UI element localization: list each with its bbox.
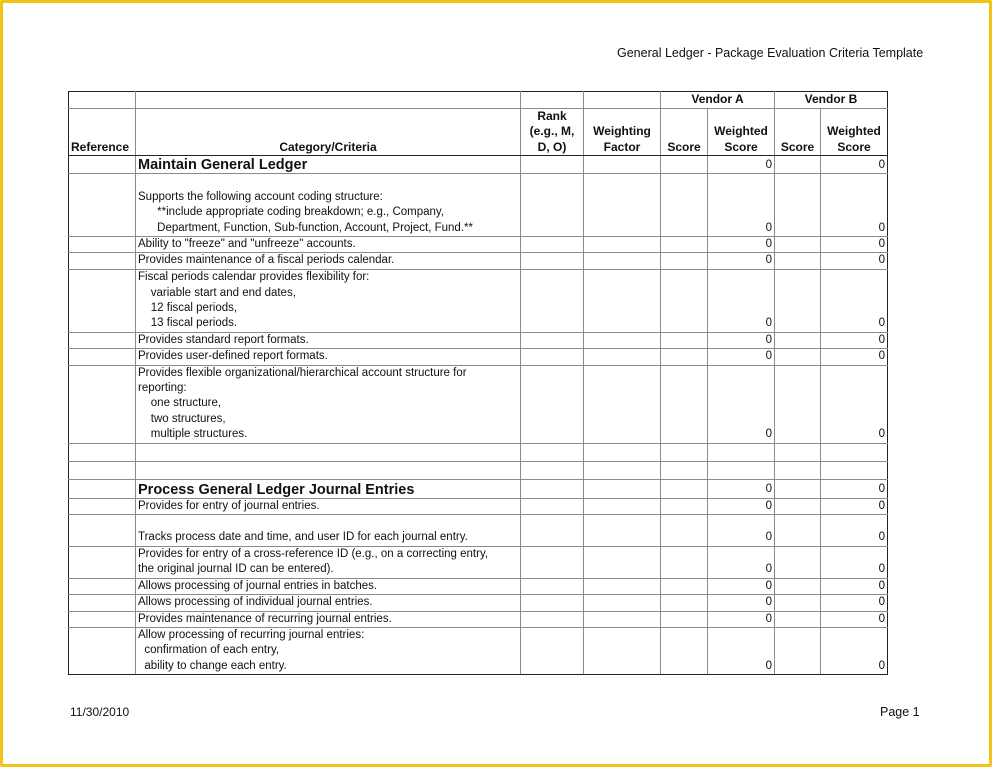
category-header: Category/Criteria <box>136 108 521 156</box>
rank-cell <box>521 546 584 578</box>
rank-cell <box>521 479 584 498</box>
weighted-score-b-header: Weighted Score <box>821 108 888 156</box>
rank-cell <box>521 461 584 479</box>
table-row <box>69 365 888 443</box>
criteria-cell: Provides for entry of a cross-reference ID (e.g., on a correcting entry, the original journal ID can be entered). <box>136 546 521 578</box>
rank-cell <box>521 174 584 237</box>
criteria-cell <box>136 443 521 461</box>
table-row <box>69 349 888 365</box>
criteria-cell: Maintain General Ledger <box>136 156 521 174</box>
reference-cell <box>69 498 136 514</box>
reference-cell <box>69 515 136 547</box>
table-row <box>69 269 888 332</box>
weighting-factor-cell <box>584 498 661 514</box>
vendor-a-header: Vendor A <box>661 92 775 109</box>
table-row <box>69 578 888 594</box>
score-a-cell <box>661 349 708 365</box>
reference-cell <box>69 443 136 461</box>
weighted-score-a-cell: 0 <box>708 498 775 514</box>
weighted-score-a-cell: 0 <box>708 578 775 594</box>
weighted-score-b-cell: 0 <box>821 332 888 348</box>
reference-cell <box>69 461 136 479</box>
table-row <box>69 237 888 253</box>
rank-cell <box>521 269 584 332</box>
criteria-cell: Process General Ledger Journal Entries <box>136 479 521 498</box>
score-b-cell <box>775 578 821 594</box>
score-b-cell <box>775 498 821 514</box>
table-row <box>69 515 888 547</box>
weighted-score-b-cell: 0 <box>821 365 888 443</box>
criteria-cell: Supports the following account coding structure: **include appropriate coding breakdown; e.g., Company, Department, Function, Sub-function, Account, Project, Fund.** <box>136 174 521 237</box>
weighted-score-b-cell: 0 <box>821 269 888 332</box>
footer-page-number: Page 1 <box>880 705 920 719</box>
section-row <box>69 156 888 174</box>
reference-cell <box>69 174 136 237</box>
weighting-factor-cell <box>584 156 661 174</box>
weighting-factor-cell <box>584 365 661 443</box>
table-row <box>69 611 888 627</box>
criteria-cell <box>136 461 521 479</box>
weighted-score-a-cell: 0 <box>708 611 775 627</box>
score-b-cell <box>775 611 821 627</box>
score-b-cell <box>775 546 821 578</box>
criteria-cell: Provides user-defined report formats. <box>136 349 521 365</box>
vendor-header-row <box>69 92 888 109</box>
weighting-factor-cell <box>584 443 661 461</box>
score-b-cell <box>775 253 821 269</box>
weighting-factor-cell <box>584 269 661 332</box>
weighted-score-b-cell: 0 <box>821 349 888 365</box>
weighting-factor-cell <box>584 611 661 627</box>
rank-cell <box>521 515 584 547</box>
weighted-score-a-cell <box>708 443 775 461</box>
table-row <box>69 332 888 348</box>
column-header-row <box>69 108 888 156</box>
score-a-cell <box>661 627 708 674</box>
reference-cell <box>69 156 136 174</box>
reference-header: Reference <box>69 108 136 156</box>
table-row <box>69 443 888 461</box>
weighted-score-b-cell: 0 <box>821 156 888 174</box>
score-a-cell <box>661 595 708 611</box>
reference-cell <box>69 237 136 253</box>
score-a-cell <box>661 253 708 269</box>
table-row <box>69 498 888 514</box>
criteria-cell: Allows processing of journal entries in batches. <box>136 578 521 594</box>
score-b-cell <box>775 237 821 253</box>
weighting-factor-cell <box>584 253 661 269</box>
weighting-factor-cell <box>584 546 661 578</box>
reference-cell <box>69 578 136 594</box>
score-a-cell <box>661 365 708 443</box>
weighted-score-a-cell: 0 <box>708 269 775 332</box>
weighted-score-a-cell: 0 <box>708 595 775 611</box>
reference-cell <box>69 479 136 498</box>
weighting-factor-cell <box>584 349 661 365</box>
table-row <box>69 546 888 578</box>
table-row <box>69 253 888 269</box>
vendor-b-header: Vendor B <box>775 92 888 109</box>
weighting-factor-cell <box>584 174 661 237</box>
score-a-cell <box>661 443 708 461</box>
score-a-cell <box>661 237 708 253</box>
weighting-factor-cell <box>584 515 661 547</box>
criteria-cell: Provides for entry of journal entries. <box>136 498 521 514</box>
score-b-cell <box>775 349 821 365</box>
score-b-cell <box>775 156 821 174</box>
reference-cell <box>69 253 136 269</box>
weighted-score-b-cell: 0 <box>821 546 888 578</box>
score-a-cell <box>661 546 708 578</box>
evaluation-table <box>68 91 888 675</box>
score-b-cell <box>775 627 821 674</box>
weighted-score-b-cell: 0 <box>821 174 888 237</box>
rank-cell <box>521 578 584 594</box>
weighted-score-b-cell: 0 <box>821 611 888 627</box>
section-row <box>69 479 888 498</box>
weighted-score-a-cell: 0 <box>708 237 775 253</box>
weighted-score-a-cell: 0 <box>708 479 775 498</box>
weighting-factor-cell <box>584 332 661 348</box>
score-a-cell <box>661 269 708 332</box>
weighted-score-a-cell: 0 <box>708 174 775 237</box>
criteria-cell: Allows processing of individual journal entries. <box>136 595 521 611</box>
weighted-score-a-cell: 0 <box>708 627 775 674</box>
score-b-header: Score <box>775 108 821 156</box>
score-a-cell <box>661 578 708 594</box>
weighted-score-b-cell: 0 <box>821 237 888 253</box>
score-a-cell <box>661 174 708 237</box>
rank-header: Rank (e.g., M, D, O) <box>521 108 584 156</box>
score-b-cell <box>775 365 821 443</box>
weighting-factor-cell <box>584 627 661 674</box>
score-a-cell <box>661 479 708 498</box>
weighting-factor-cell <box>584 237 661 253</box>
weighted-score-b-cell: 0 <box>821 578 888 594</box>
score-b-cell <box>775 443 821 461</box>
criteria-cell: Provides standard report formats. <box>136 332 521 348</box>
weighted-score-b-cell <box>821 461 888 479</box>
weighting-factor-cell <box>584 461 661 479</box>
score-a-cell <box>661 515 708 547</box>
rank-cell <box>521 627 584 674</box>
weighting-factor-cell <box>584 595 661 611</box>
document-title: General Ledger - Package Evaluation Criteria Template <box>617 46 924 60</box>
footer-date: 11/30/2010 <box>70 705 130 719</box>
score-b-cell <box>775 479 821 498</box>
weighted-score-b-cell <box>821 443 888 461</box>
weighted-score-a-cell: 0 <box>708 349 775 365</box>
score-b-cell <box>775 461 821 479</box>
table-row <box>69 174 888 237</box>
criteria-cell: Fiscal periods calendar provides flexibility for: variable start and end dates, 12 fiscal periods, 13 fiscal periods. <box>136 269 521 332</box>
criteria-cell: Provides flexible organizational/hierarchical account structure for reporting: one structure, two structures, multiple structures. <box>136 365 521 443</box>
score-a-cell <box>661 611 708 627</box>
weighted-score-a-cell: 0 <box>708 253 775 269</box>
criteria-cell: Provides maintenance of a fiscal periods calendar. <box>136 253 521 269</box>
weighted-score-b-cell: 0 <box>821 479 888 498</box>
rank-cell <box>521 349 584 365</box>
weighted-score-a-cell: 0 <box>708 515 775 547</box>
rank-cell <box>521 498 584 514</box>
reference-cell <box>69 332 136 348</box>
weighted-score-b-cell: 0 <box>821 515 888 547</box>
weighting-factor-cell <box>584 578 661 594</box>
reference-cell <box>69 546 136 578</box>
reference-cell <box>69 595 136 611</box>
score-a-cell <box>661 332 708 348</box>
table-row <box>69 595 888 611</box>
criteria-cell: Tracks process date and time, and user ID for each journal entry. <box>136 515 521 547</box>
criteria-cell: Ability to "freeze" and "unfreeze" accounts. <box>136 237 521 253</box>
rank-cell <box>521 332 584 348</box>
reference-cell <box>69 349 136 365</box>
weighted-score-b-cell: 0 <box>821 498 888 514</box>
rank-cell <box>521 156 584 174</box>
reference-cell <box>69 269 136 332</box>
score-b-cell <box>775 515 821 547</box>
weighted-score-b-cell: 0 <box>821 595 888 611</box>
score-b-cell <box>775 595 821 611</box>
reference-cell <box>69 365 136 443</box>
criteria-cell: Allow processing of recurring journal entries: confirmation of each entry, ability to change each entry. <box>136 627 521 674</box>
weighted-score-a-cell: 0 <box>708 365 775 443</box>
score-a-cell <box>661 461 708 479</box>
score-a-cell <box>661 156 708 174</box>
weighted-score-a-cell: 0 <box>708 332 775 348</box>
weighted-score-a-cell: 0 <box>708 546 775 578</box>
weighted-score-a-header: Weighted Score <box>708 108 775 156</box>
weighting-factor-header: Weighting Factor <box>584 108 661 156</box>
rank-cell <box>521 365 584 443</box>
weighted-score-a-cell: 0 <box>708 156 775 174</box>
reference-cell <box>69 627 136 674</box>
score-b-cell <box>775 174 821 237</box>
score-b-cell <box>775 332 821 348</box>
weighted-score-b-cell: 0 <box>821 253 888 269</box>
criteria-cell: Provides maintenance of recurring journal entries. <box>136 611 521 627</box>
weighted-score-a-cell <box>708 461 775 479</box>
table-row <box>69 627 888 674</box>
score-a-cell <box>661 498 708 514</box>
weighted-score-b-cell: 0 <box>821 627 888 674</box>
rank-cell <box>521 253 584 269</box>
reference-cell <box>69 611 136 627</box>
score-b-cell <box>775 269 821 332</box>
rank-cell <box>521 443 584 461</box>
rank-cell <box>521 611 584 627</box>
score-a-header: Score <box>661 108 708 156</box>
rank-cell <box>521 237 584 253</box>
table-row <box>69 461 888 479</box>
weighting-factor-cell <box>584 479 661 498</box>
rank-cell <box>521 595 584 611</box>
